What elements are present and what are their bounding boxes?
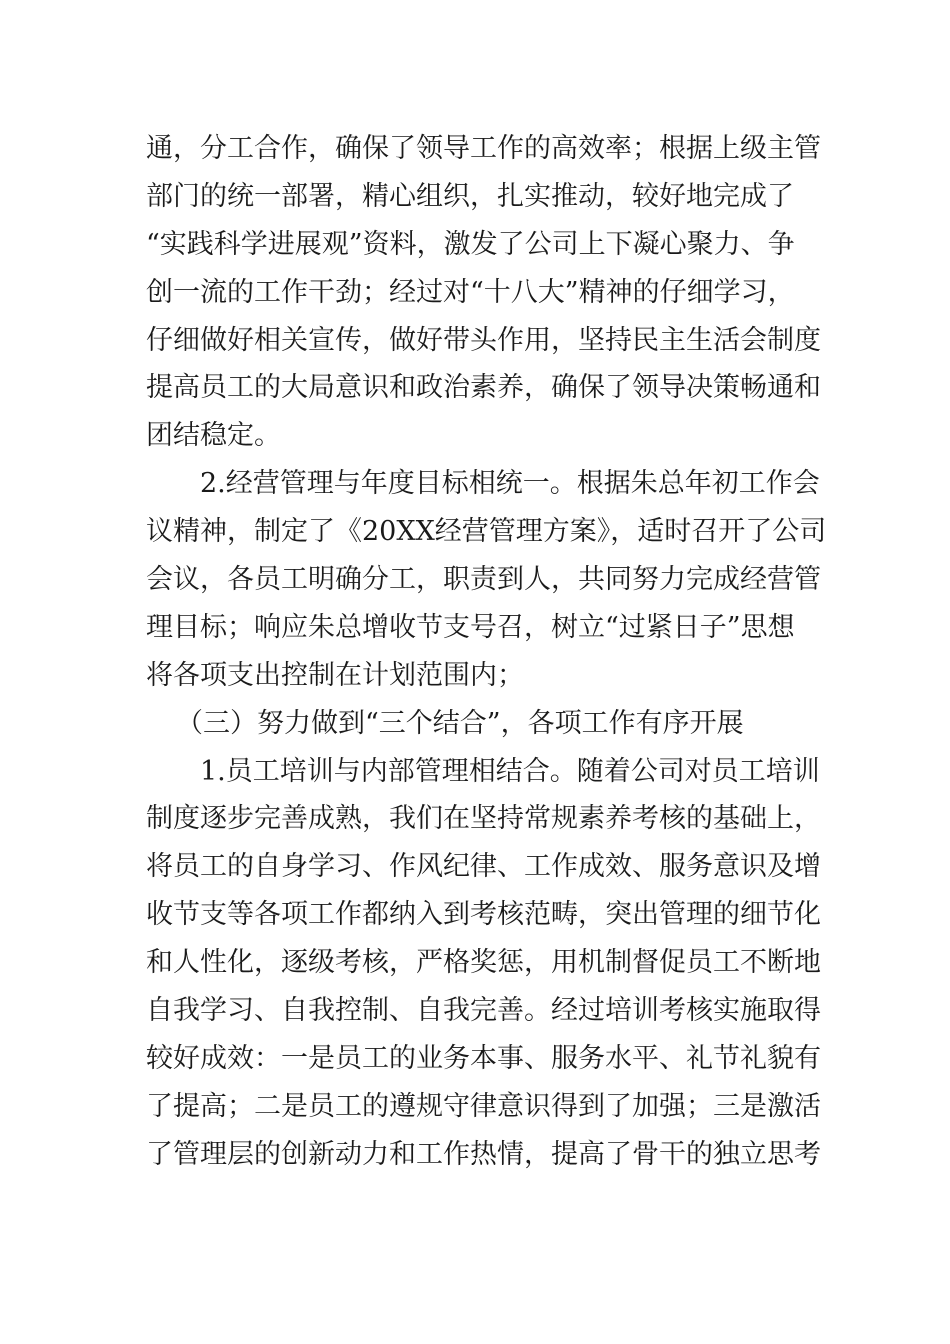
text-line-1: 通，分工合作，确保了领导工作的高效率；根据上级主管 [146,133,821,164]
text-line-9: 议精神，制定了《20XX经营管理方案》，适时召开了公司 [146,516,827,548]
document-body [146,125,827,1179]
text-line-11: 理目标；响应朱总增收节支号召，树立“过紧日子”思想 [146,611,795,643]
text-line-17: 收节支等各项工作都纳入到考核范畴，突出管理的细节化 [146,899,821,931]
section-heading: （三）努力做到“三个结合”，各项工作有序开展 [176,707,744,739]
text-line-5: 仔细做好相关宣传，做好带头作用，坚持民主生活会制度 [146,324,821,356]
paragraph-3-start: 1.员工培训与内部管理相结合。随着公司对员工培训 [200,755,820,787]
text-line-10: 会议，各员工明确分工，职责到人，共同努力完成经营管 [146,564,821,596]
text-line-22: 了管理层的创新动力和工作热情，提高了骨干的独立思考 [146,1138,821,1170]
text-line-15: 制度逐步完善成熟，我们在坚持常规素养考核的基础上， [146,803,821,835]
text-line-2: 部门的统一部署，精心组织，扎实推动，较好地完成了 [146,180,794,212]
text-line-7: 团结稳定。 [146,420,281,452]
text-line-6: 提高员工的大局意识和政治素养，确保了领导决策畅通和 [146,372,821,404]
text-line-4: 创一流的工作干劲；经过对“十八大”精神的仔细学习， [146,276,795,308]
text-line-20: 较好成效：一是员工的业务本事、服务水平、礼节礼貌有 [146,1042,821,1074]
text-line-3: “实践科学进展观”资料，激发了公司上下凝心聚力、争 [146,228,795,260]
paragraph-2-start: 2.经营管理与年度目标相统一。根据朱总年初工作会 [200,468,820,500]
text-line-12: 将各项支出控制在计划范围内； [146,659,524,691]
text-line-19: 自我学习、自我控制、自我完善。经过培训考核实施取得 [146,995,821,1027]
text-line-16: 将员工的自身学习、作风纪律、工作成效、服务意识及增 [146,851,821,883]
text-line-18: 和人性化，逐级考核，严格奖惩，用机制督促员工不断地 [146,947,821,979]
text-line-21: 了提高；二是员工的遵规守律意识得到了加强；三是激活 [146,1090,821,1122]
